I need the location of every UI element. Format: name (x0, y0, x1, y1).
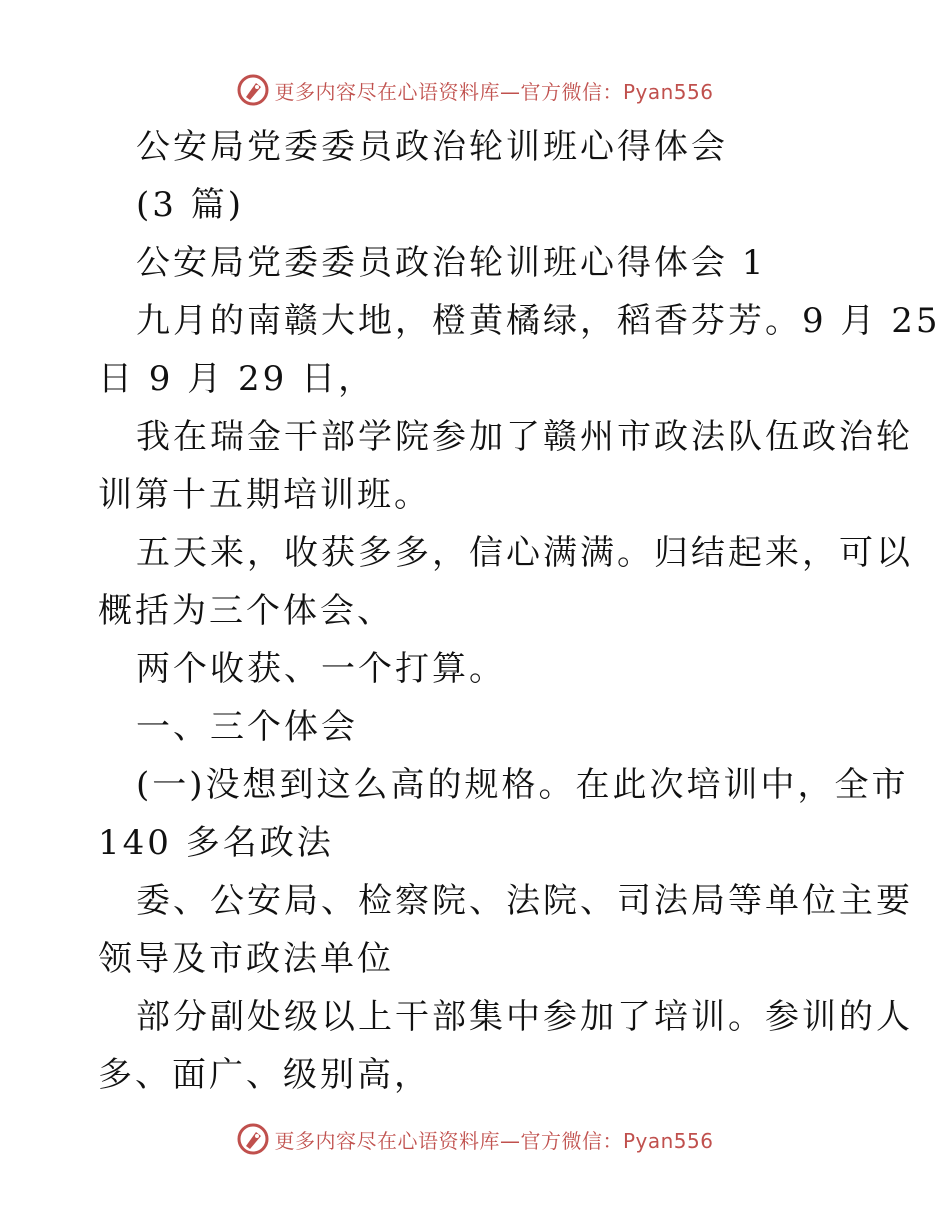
paragraph-line: 训第十五期培训班。 (98, 475, 431, 515)
pen-nib-circle-icon (236, 73, 270, 107)
footer-watermark-banner (0, 1119, 950, 1159)
paragraph-line: 我在瑞金干部学院参加了赣州市政法队伍政治轮 (136, 417, 913, 457)
subsection-heading: 一、三个体会 (136, 707, 358, 747)
paragraph-line: 部分副处级以上干部集中参加了培训。参训的人 (136, 997, 913, 1037)
section-heading: 公安局党委委员政治轮训班心得体会 1 (136, 243, 767, 283)
document-subtitle: (3 篇) (136, 185, 244, 225)
header-watermark-banner (0, 70, 950, 110)
pen-nib-circle-icon (236, 1122, 270, 1156)
paragraph-line: 九月的南赣大地，橙黄橘绿，稻香芬芳。9 月 25 (136, 301, 941, 341)
watermark-text: 更多内容尽在心语资料库—官方微信：Pyan556 (274, 1128, 714, 1153)
paragraph-line: 五天来，收获多多，信心满满。归结起来，可以 (136, 533, 913, 573)
paragraph-line: (一)没想到这么高的规格。在此次培训中，全市 (136, 765, 909, 805)
paragraph-line: 领导及市政法单位 (98, 939, 394, 979)
paragraph-line: 日 9 月 29 日， (98, 359, 376, 399)
watermark-text: 更多内容尽在心语资料库—官方微信：Pyan556 (274, 79, 714, 104)
paragraph-line: 概括为三个体会、 (98, 591, 394, 631)
paragraph-line: 140 多名政法 (98, 823, 334, 863)
paragraph-line: 委、公安局、检察院、法院、司法局等单位主要 (136, 881, 913, 921)
document-title: 公安局党委委员政治轮训班心得体会 (136, 127, 728, 167)
document-body (98, 118, 941, 1104)
paragraph-line: 多、面广、级别高， (98, 1055, 431, 1095)
paragraph-line: 两个收获、一个打算。 (136, 649, 506, 689)
